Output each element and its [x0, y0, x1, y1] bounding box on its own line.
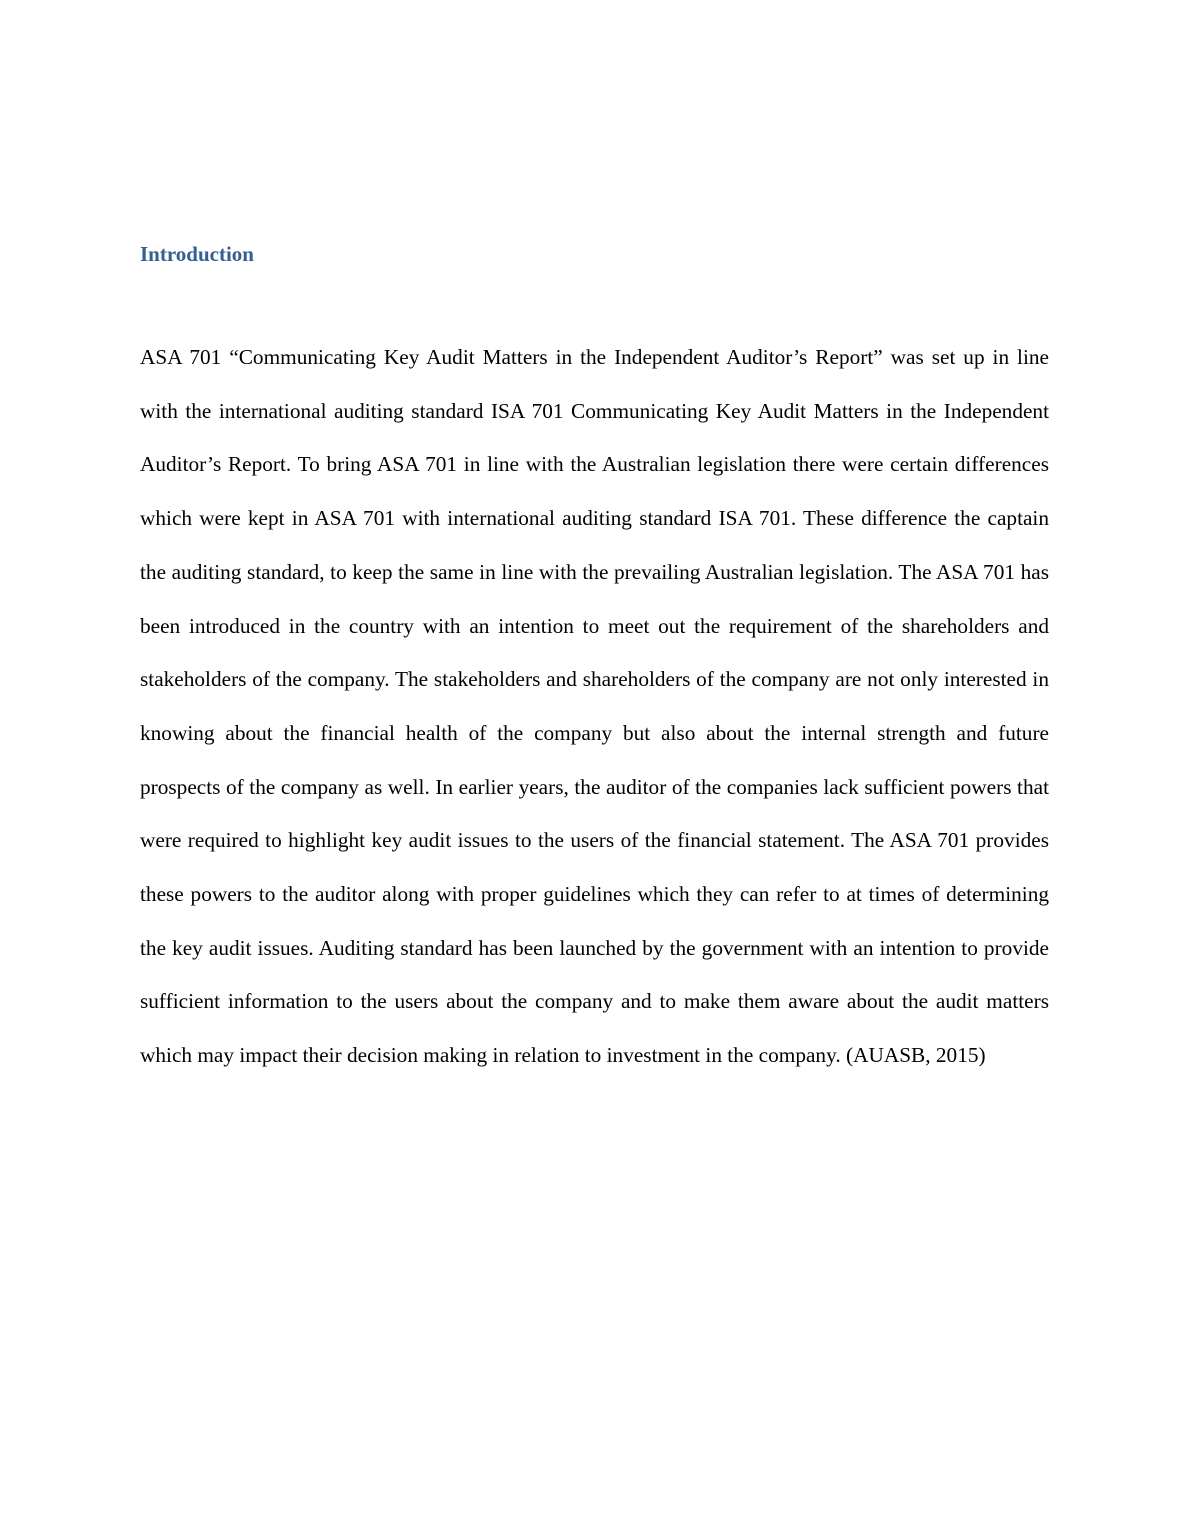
body-paragraph: ASA 701 “Communicating Key Audit Matters in the Independent Auditor’s Report” was set up in line with the international auditing standard ISA 701 Communicating Key Audit Matters in the Independent Auditor’s Report. To bring ASA 701 in line with the Australian legislation there were certain differences which were kept in ASA 701 with international auditing standard ISA 701. These difference the captain the auditing standard, to keep the same in line with the prevailing Australian legislation. The ASA 701 has been introduced in the country with an intention to meet out the requirement of the shareholders and stakeholders of the company. The stakeholders and shareholders of the company are not only interested in knowing about the financial health of the company but also about the internal strength and future prospects of the company as well. In earlier years, the auditor of the companies lack sufficient powers that were required to highlight key audit issues to the users of the financial statement. The ASA 701 provides these powers to the auditor along with proper guidelines which they can refer to at times of determining the key audit issues. Auditing standard has been launched by the government with an intention to provide sufficient information to the users about the company and to make them aware about the audit matters which may impact their decision making in relation to investment in the company. (AUASB, 2015): [140, 345, 1049, 1068]
section-heading: Introduction: [140, 242, 254, 266]
